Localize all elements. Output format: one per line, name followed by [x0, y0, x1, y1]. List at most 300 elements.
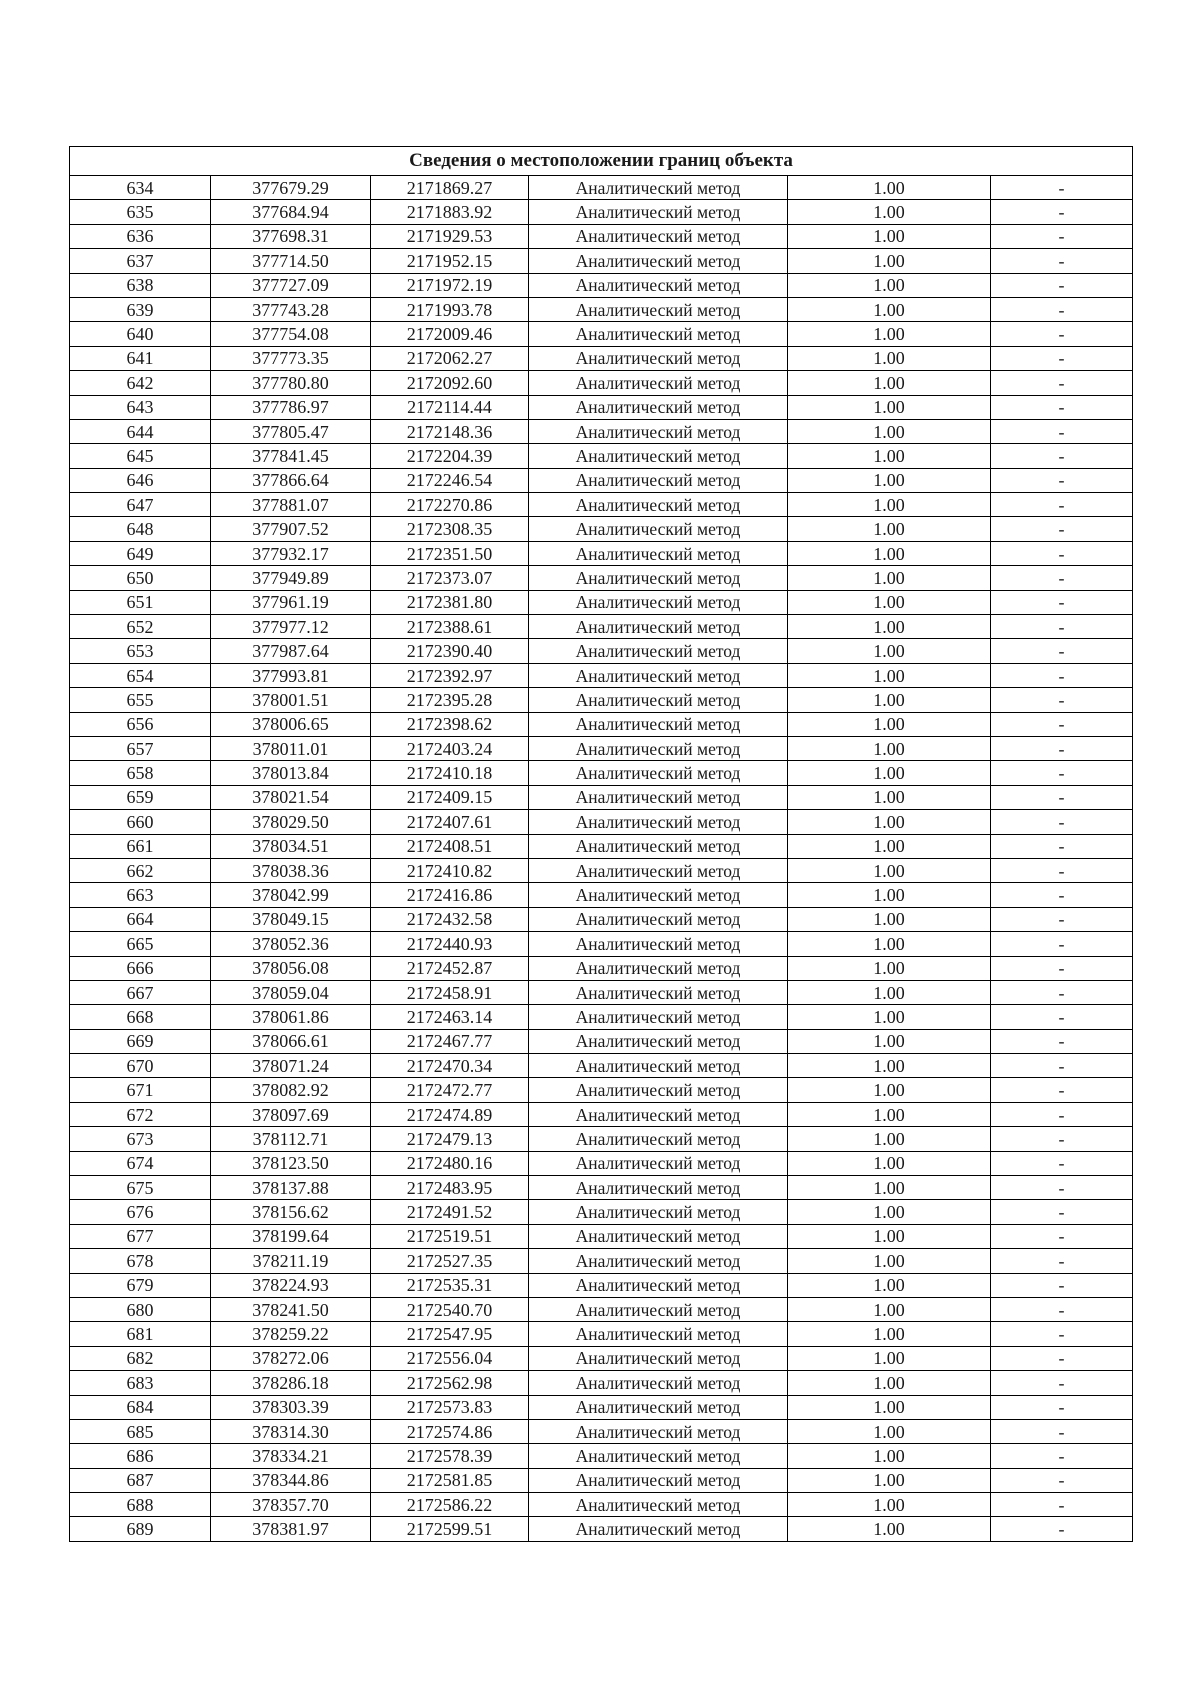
point-number-cell: 668: [70, 1005, 211, 1029]
accuracy-cell: 1.00: [788, 1297, 991, 1321]
description-cell: -: [991, 1371, 1133, 1395]
point-number-cell: 639: [70, 297, 211, 321]
point-number-cell: 683: [70, 1371, 211, 1395]
accuracy-cell: 1.00: [788, 566, 991, 590]
accuracy-cell: 1.00: [788, 517, 991, 541]
point-number-cell: 654: [70, 663, 211, 687]
accuracy-cell: 1.00: [788, 834, 991, 858]
point-number-cell: 661: [70, 834, 211, 858]
description-cell: -: [991, 1005, 1133, 1029]
description-cell: -: [991, 712, 1133, 736]
description-cell: -: [991, 932, 1133, 956]
point-number-cell: 684: [70, 1395, 211, 1419]
x-coordinate-cell: 378334.21: [211, 1444, 371, 1468]
method-cell: Аналитический метод: [529, 1444, 788, 1468]
accuracy-cell: 1.00: [788, 297, 991, 321]
y-coordinate-cell: 2172398.62: [371, 712, 529, 736]
x-coordinate-cell: 377977.12: [211, 615, 371, 639]
method-cell: Аналитический метод: [529, 907, 788, 931]
point-number-cell: 658: [70, 761, 211, 785]
point-number-cell: 660: [70, 810, 211, 834]
method-cell: Аналитический метод: [529, 1151, 788, 1175]
accuracy-cell: 1.00: [788, 1273, 991, 1297]
table-row: [70, 1029, 1133, 1053]
method-cell: Аналитический метод: [529, 322, 788, 346]
point-number-cell: 676: [70, 1200, 211, 1224]
point-number-cell: 652: [70, 615, 211, 639]
accuracy-cell: 1.00: [788, 346, 991, 370]
accuracy-cell: 1.00: [788, 663, 991, 687]
boundary-table: [69, 146, 1133, 1542]
x-coordinate-cell: 378066.61: [211, 1029, 371, 1053]
x-coordinate-cell: 377679.29: [211, 176, 371, 200]
description-cell: -: [991, 1029, 1133, 1053]
point-number-cell: 680: [70, 1297, 211, 1321]
table-row: [70, 883, 1133, 907]
method-cell: Аналитический метод: [529, 688, 788, 712]
x-coordinate-cell: 378034.51: [211, 834, 371, 858]
table-row: [70, 1419, 1133, 1443]
table-row: [70, 1151, 1133, 1175]
table-title: Сведения о местоположении границ объекта: [70, 147, 1133, 176]
y-coordinate-cell: 2172519.51: [371, 1224, 529, 1248]
description-cell: -: [991, 1054, 1133, 1078]
y-coordinate-cell: 2172480.16: [371, 1151, 529, 1175]
accuracy-cell: 1.00: [788, 395, 991, 419]
point-number-cell: 675: [70, 1176, 211, 1200]
table-body: [70, 176, 1133, 1542]
point-number-cell: 656: [70, 712, 211, 736]
description-cell: -: [991, 1419, 1133, 1443]
x-coordinate-cell: 378061.86: [211, 1005, 371, 1029]
x-coordinate-cell: 378029.50: [211, 810, 371, 834]
table-row: [70, 1102, 1133, 1126]
description-cell: -: [991, 785, 1133, 809]
x-coordinate-cell: 377743.28: [211, 297, 371, 321]
accuracy-cell: 1.00: [788, 1444, 991, 1468]
x-coordinate-cell: 378038.36: [211, 858, 371, 882]
accuracy-cell: 1.00: [788, 176, 991, 200]
method-cell: Аналитический метод: [529, 663, 788, 687]
y-coordinate-cell: 2172581.85: [371, 1468, 529, 1492]
table-row: [70, 176, 1133, 200]
x-coordinate-cell: 377987.64: [211, 639, 371, 663]
method-cell: Аналитический метод: [529, 517, 788, 541]
x-coordinate-cell: 378314.30: [211, 1419, 371, 1443]
accuracy-cell: 1.00: [788, 907, 991, 931]
table-row: [70, 1176, 1133, 1200]
table-row: [70, 566, 1133, 590]
method-cell: Аналитический метод: [529, 444, 788, 468]
table-row: [70, 1078, 1133, 1102]
table-row: [70, 663, 1133, 687]
method-cell: Аналитический метод: [529, 273, 788, 297]
description-cell: -: [991, 176, 1133, 200]
description-cell: -: [991, 493, 1133, 517]
x-coordinate-cell: 377786.97: [211, 395, 371, 419]
point-number-cell: 671: [70, 1078, 211, 1102]
accuracy-cell: 1.00: [788, 444, 991, 468]
description-cell: -: [991, 834, 1133, 858]
y-coordinate-cell: 2172390.40: [371, 639, 529, 663]
point-number-cell: 687: [70, 1468, 211, 1492]
y-coordinate-cell: 2172474.89: [371, 1102, 529, 1126]
y-coordinate-cell: 2172381.80: [371, 590, 529, 614]
table-title-row: [70, 147, 1133, 176]
x-coordinate-cell: 378303.39: [211, 1395, 371, 1419]
accuracy-cell: 1.00: [788, 1127, 991, 1151]
y-coordinate-cell: 2172586.22: [371, 1493, 529, 1517]
y-coordinate-cell: 2172392.97: [371, 663, 529, 687]
x-coordinate-cell: 377805.47: [211, 419, 371, 443]
method-cell: Аналитический метод: [529, 200, 788, 224]
x-coordinate-cell: 377714.50: [211, 249, 371, 273]
y-coordinate-cell: 2171952.15: [371, 249, 529, 273]
method-cell: Аналитический метод: [529, 1078, 788, 1102]
x-coordinate-cell: 378052.36: [211, 932, 371, 956]
x-coordinate-cell: 377727.09: [211, 273, 371, 297]
y-coordinate-cell: 2171883.92: [371, 200, 529, 224]
method-cell: Аналитический метод: [529, 566, 788, 590]
y-coordinate-cell: 2172062.27: [371, 346, 529, 370]
description-cell: -: [991, 517, 1133, 541]
y-coordinate-cell: 2172463.14: [371, 1005, 529, 1029]
description-cell: -: [991, 395, 1133, 419]
accuracy-cell: 1.00: [788, 200, 991, 224]
y-coordinate-cell: 2171972.19: [371, 273, 529, 297]
table-row: [70, 1371, 1133, 1395]
description-cell: -: [991, 956, 1133, 980]
table-row: [70, 419, 1133, 443]
table-row: [70, 1346, 1133, 1370]
accuracy-cell: 1.00: [788, 736, 991, 760]
description-cell: -: [991, 1346, 1133, 1370]
point-number-cell: 664: [70, 907, 211, 931]
y-coordinate-cell: 2172440.93: [371, 932, 529, 956]
y-coordinate-cell: 2172479.13: [371, 1127, 529, 1151]
accuracy-cell: 1.00: [788, 1468, 991, 1492]
point-number-cell: 655: [70, 688, 211, 712]
table-row: [70, 639, 1133, 663]
accuracy-cell: 1.00: [788, 371, 991, 395]
description-cell: -: [991, 907, 1133, 931]
accuracy-cell: 1.00: [788, 1200, 991, 1224]
x-coordinate-cell: 378156.62: [211, 1200, 371, 1224]
accuracy-cell: 1.00: [788, 1322, 991, 1346]
description-cell: -: [991, 371, 1133, 395]
accuracy-cell: 1.00: [788, 322, 991, 346]
accuracy-cell: 1.00: [788, 1395, 991, 1419]
description-cell: -: [991, 444, 1133, 468]
accuracy-cell: 1.00: [788, 932, 991, 956]
accuracy-cell: 1.00: [788, 858, 991, 882]
method-cell: Аналитический метод: [529, 736, 788, 760]
point-number-cell: 678: [70, 1249, 211, 1273]
table-row: [70, 1444, 1133, 1468]
point-number-cell: 669: [70, 1029, 211, 1053]
table-row: [70, 1200, 1133, 1224]
description-cell: -: [991, 1468, 1133, 1492]
y-coordinate-cell: 2172092.60: [371, 371, 529, 395]
table-row: [70, 1005, 1133, 1029]
accuracy-cell: 1.00: [788, 1005, 991, 1029]
method-cell: Аналитический метод: [529, 1419, 788, 1443]
accuracy-cell: 1.00: [788, 956, 991, 980]
x-coordinate-cell: 377907.52: [211, 517, 371, 541]
description-cell: -: [991, 1297, 1133, 1321]
point-number-cell: 645: [70, 444, 211, 468]
table-row: [70, 1224, 1133, 1248]
accuracy-cell: 1.00: [788, 688, 991, 712]
point-number-cell: 647: [70, 493, 211, 517]
y-coordinate-cell: 2172409.15: [371, 785, 529, 809]
y-coordinate-cell: 2172204.39: [371, 444, 529, 468]
table-row: [70, 956, 1133, 980]
y-coordinate-cell: 2172270.86: [371, 493, 529, 517]
description-cell: -: [991, 1200, 1133, 1224]
point-number-cell: 674: [70, 1151, 211, 1175]
y-coordinate-cell: 2172574.86: [371, 1419, 529, 1443]
y-coordinate-cell: 2172578.39: [371, 1444, 529, 1468]
method-cell: Аналитический метод: [529, 639, 788, 663]
point-number-cell: 641: [70, 346, 211, 370]
point-number-cell: 677: [70, 1224, 211, 1248]
accuracy-cell: 1.00: [788, 615, 991, 639]
y-coordinate-cell: 2172562.98: [371, 1371, 529, 1395]
description-cell: -: [991, 1151, 1133, 1175]
method-cell: Аналитический метод: [529, 590, 788, 614]
method-cell: Аналитический метод: [529, 371, 788, 395]
x-coordinate-cell: 377684.94: [211, 200, 371, 224]
point-number-cell: 646: [70, 468, 211, 492]
accuracy-cell: 1.00: [788, 639, 991, 663]
method-cell: Аналитический метод: [529, 834, 788, 858]
y-coordinate-cell: 2172470.34: [371, 1054, 529, 1078]
method-cell: Аналитический метод: [529, 1297, 788, 1321]
table-row: [70, 736, 1133, 760]
accuracy-cell: 1.00: [788, 1493, 991, 1517]
point-number-cell: 653: [70, 639, 211, 663]
description-cell: -: [991, 249, 1133, 273]
point-number-cell: 682: [70, 1346, 211, 1370]
method-cell: Аналитический метод: [529, 1468, 788, 1492]
description-cell: -: [991, 200, 1133, 224]
point-number-cell: 667: [70, 980, 211, 1004]
table-row: [70, 1127, 1133, 1151]
table-row: [70, 371, 1133, 395]
x-coordinate-cell: 378097.69: [211, 1102, 371, 1126]
x-coordinate-cell: 377881.07: [211, 493, 371, 517]
description-cell: -: [991, 468, 1133, 492]
x-coordinate-cell: 378381.97: [211, 1517, 371, 1541]
accuracy-cell: 1.00: [788, 810, 991, 834]
x-coordinate-cell: 378056.08: [211, 956, 371, 980]
point-number-cell: 657: [70, 736, 211, 760]
table-row: [70, 297, 1133, 321]
point-number-cell: 644: [70, 419, 211, 443]
point-number-cell: 663: [70, 883, 211, 907]
table-row: [70, 1468, 1133, 1492]
table-row: [70, 590, 1133, 614]
y-coordinate-cell: 2172395.28: [371, 688, 529, 712]
y-coordinate-cell: 2172410.18: [371, 761, 529, 785]
accuracy-cell: 1.00: [788, 590, 991, 614]
y-coordinate-cell: 2172467.77: [371, 1029, 529, 1053]
method-cell: Аналитический метод: [529, 1029, 788, 1053]
x-coordinate-cell: 378344.86: [211, 1468, 371, 1492]
description-cell: -: [991, 346, 1133, 370]
accuracy-cell: 1.00: [788, 1517, 991, 1541]
method-cell: Аналитический метод: [529, 1493, 788, 1517]
table-row: [70, 517, 1133, 541]
point-number-cell: 636: [70, 224, 211, 248]
point-number-cell: 665: [70, 932, 211, 956]
point-number-cell: 650: [70, 566, 211, 590]
x-coordinate-cell: 377949.89: [211, 566, 371, 590]
point-number-cell: 666: [70, 956, 211, 980]
table-row: [70, 200, 1133, 224]
accuracy-cell: 1.00: [788, 541, 991, 565]
method-cell: Аналитический метод: [529, 1200, 788, 1224]
y-coordinate-cell: 2172599.51: [371, 1517, 529, 1541]
method-cell: Аналитический метод: [529, 395, 788, 419]
table-row: [70, 980, 1133, 1004]
method-cell: Аналитический метод: [529, 1054, 788, 1078]
method-cell: Аналитический метод: [529, 615, 788, 639]
point-number-cell: 673: [70, 1127, 211, 1151]
point-number-cell: 662: [70, 858, 211, 882]
x-coordinate-cell: 378059.04: [211, 980, 371, 1004]
x-coordinate-cell: 378001.51: [211, 688, 371, 712]
point-number-cell: 640: [70, 322, 211, 346]
x-coordinate-cell: 378272.06: [211, 1346, 371, 1370]
table-row: [70, 834, 1133, 858]
point-number-cell: 638: [70, 273, 211, 297]
accuracy-cell: 1.00: [788, 224, 991, 248]
table-row: [70, 493, 1133, 517]
table-row: [70, 1297, 1133, 1321]
y-coordinate-cell: 2172452.87: [371, 956, 529, 980]
x-coordinate-cell: 378137.88: [211, 1176, 371, 1200]
method-cell: Аналитический метод: [529, 1176, 788, 1200]
table-row: [70, 444, 1133, 468]
accuracy-cell: 1.00: [788, 419, 991, 443]
description-cell: -: [991, 810, 1133, 834]
y-coordinate-cell: 2172527.35: [371, 1249, 529, 1273]
table-row: [70, 1249, 1133, 1273]
description-cell: -: [991, 1102, 1133, 1126]
method-cell: Аналитический метод: [529, 1517, 788, 1541]
table-row: [70, 346, 1133, 370]
point-number-cell: 648: [70, 517, 211, 541]
point-number-cell: 681: [70, 1322, 211, 1346]
description-cell: -: [991, 224, 1133, 248]
description-cell: -: [991, 1517, 1133, 1541]
method-cell: Аналитический метод: [529, 1395, 788, 1419]
method-cell: Аналитический метод: [529, 810, 788, 834]
description-cell: -: [991, 1322, 1133, 1346]
description-cell: -: [991, 1176, 1133, 1200]
x-coordinate-cell: 378049.15: [211, 907, 371, 931]
y-coordinate-cell: 2172483.95: [371, 1176, 529, 1200]
table-row: [70, 468, 1133, 492]
method-cell: Аналитический метод: [529, 932, 788, 956]
y-coordinate-cell: 2172416.86: [371, 883, 529, 907]
point-number-cell: 670: [70, 1054, 211, 1078]
method-cell: Аналитический метод: [529, 980, 788, 1004]
x-coordinate-cell: 378286.18: [211, 1371, 371, 1395]
method-cell: Аналитический метод: [529, 785, 788, 809]
x-coordinate-cell: 377780.80: [211, 371, 371, 395]
x-coordinate-cell: 378112.71: [211, 1127, 371, 1151]
description-cell: -: [991, 980, 1133, 1004]
method-cell: Аналитический метод: [529, 1224, 788, 1248]
x-coordinate-cell: 378241.50: [211, 1297, 371, 1321]
point-number-cell: 659: [70, 785, 211, 809]
description-cell: -: [991, 1249, 1133, 1273]
accuracy-cell: 1.00: [788, 712, 991, 736]
accuracy-cell: 1.00: [788, 980, 991, 1004]
point-number-cell: 637: [70, 249, 211, 273]
table-row: [70, 249, 1133, 273]
x-coordinate-cell: 377841.45: [211, 444, 371, 468]
table-row: [70, 1273, 1133, 1297]
y-coordinate-cell: 2172547.95: [371, 1322, 529, 1346]
method-cell: Аналитический метод: [529, 249, 788, 273]
x-coordinate-cell: 377961.19: [211, 590, 371, 614]
accuracy-cell: 1.00: [788, 249, 991, 273]
table-row: [70, 785, 1133, 809]
description-cell: -: [991, 688, 1133, 712]
y-coordinate-cell: 2172246.54: [371, 468, 529, 492]
description-cell: -: [991, 1493, 1133, 1517]
method-cell: Аналитический метод: [529, 1249, 788, 1273]
method-cell: Аналитический метод: [529, 176, 788, 200]
y-coordinate-cell: 2172148.36: [371, 419, 529, 443]
table-row: [70, 932, 1133, 956]
x-coordinate-cell: 377866.64: [211, 468, 371, 492]
accuracy-cell: 1.00: [788, 761, 991, 785]
table-row: [70, 1054, 1133, 1078]
description-cell: -: [991, 322, 1133, 346]
method-cell: Аналитический метод: [529, 1127, 788, 1151]
method-cell: Аналитический метод: [529, 493, 788, 517]
point-number-cell: 643: [70, 395, 211, 419]
point-number-cell: 651: [70, 590, 211, 614]
method-cell: Аналитический метод: [529, 1371, 788, 1395]
description-cell: -: [991, 541, 1133, 565]
description-cell: -: [991, 663, 1133, 687]
y-coordinate-cell: 2172408.51: [371, 834, 529, 858]
accuracy-cell: 1.00: [788, 1419, 991, 1443]
description-cell: -: [991, 639, 1133, 663]
method-cell: Аналитический метод: [529, 1322, 788, 1346]
method-cell: Аналитический метод: [529, 1273, 788, 1297]
method-cell: Аналитический метод: [529, 468, 788, 492]
x-coordinate-cell: 378224.93: [211, 1273, 371, 1297]
method-cell: Аналитический метод: [529, 1346, 788, 1370]
accuracy-cell: 1.00: [788, 1224, 991, 1248]
accuracy-cell: 1.00: [788, 785, 991, 809]
method-cell: Аналитический метод: [529, 712, 788, 736]
point-number-cell: 688: [70, 1493, 211, 1517]
y-coordinate-cell: 2172009.46: [371, 322, 529, 346]
x-coordinate-cell: 378042.99: [211, 883, 371, 907]
y-coordinate-cell: 2171929.53: [371, 224, 529, 248]
method-cell: Аналитический метод: [529, 224, 788, 248]
accuracy-cell: 1.00: [788, 883, 991, 907]
table-row: [70, 907, 1133, 931]
